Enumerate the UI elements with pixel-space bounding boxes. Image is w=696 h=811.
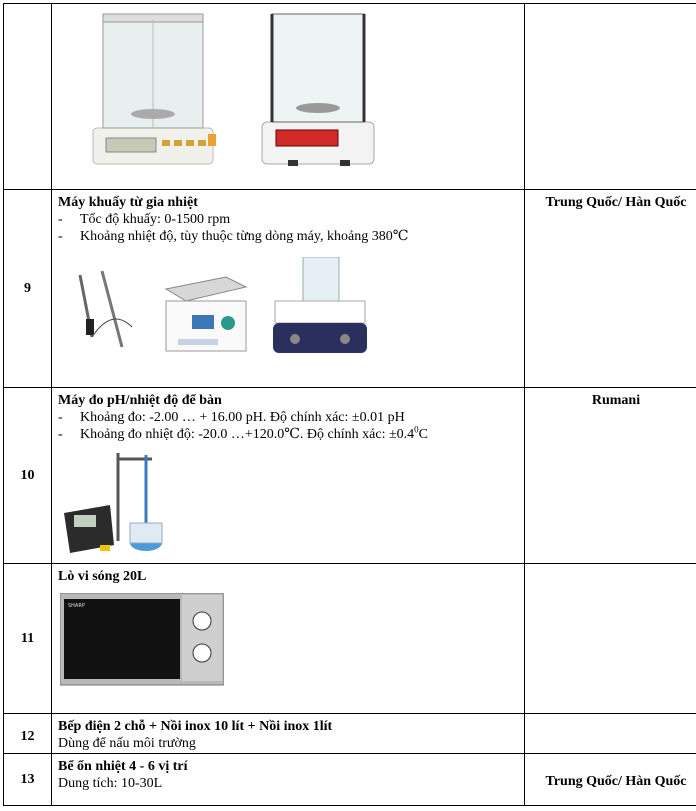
item-title: Máy đo pH/nhiệt độ để bàn: [58, 393, 222, 408]
item-title: Lò vi sóng 20L: [58, 569, 147, 584]
table-row: [4, 564, 696, 714]
table-row: [4, 4, 696, 190]
row-origin: Trung Quốc/ Hàn Quốc: [525, 754, 696, 806]
table-row: [4, 190, 696, 388]
row-origin: Rumani: [525, 388, 696, 564]
item-note: Dùng để nấu môi trường: [58, 736, 196, 751]
analytical-balance-image: [258, 10, 378, 170]
brand-logo: SHARP: [68, 603, 85, 609]
row-origin: [525, 714, 696, 754]
row-description: [52, 190, 525, 388]
row-number: 9: [4, 190, 52, 388]
row-description: [52, 754, 525, 806]
row-origin: [525, 564, 696, 714]
row-description: [52, 388, 525, 564]
row-description: [52, 4, 525, 190]
spec-line: - Tốc độ khuấy: 0-1500 rpm: [58, 212, 231, 227]
row-number: 11: [4, 564, 52, 714]
analytical-balance-image: [88, 10, 218, 170]
row-number: 13: [4, 754, 52, 806]
hotplate-stirrer-beaker-image: [265, 257, 375, 357]
item-title: Bể ổn nhiệt 4 - 6 vị trí: [58, 759, 188, 774]
row-description: [52, 564, 525, 714]
table-row: [4, 388, 696, 564]
table-row: [4, 754, 696, 806]
equipment-table: [3, 3, 696, 806]
temperature-probe-image: [72, 267, 142, 357]
spec-line: - Khoảng đo: -2.00 … + 16.00 pH. Độ chính xác: ±0.01 pH: [58, 410, 405, 425]
row-number: 10: [4, 388, 52, 564]
row-origin: [525, 4, 696, 190]
spec-line: - Khoảng nhiệt độ, tùy thuộc từng dòng máy, khoảng 380℃: [58, 229, 409, 244]
hotplate-stirrer-image: [156, 267, 251, 357]
table-row: [4, 714, 696, 754]
item-note: Dung tích: 10-30L: [58, 776, 163, 791]
spec-line: - Khoảng đo nhiệt độ: -20.0 …+120.0℃. Độ chính xác: $\pm 0.4^0C$: [58, 424, 428, 442]
row-number: 12: [4, 714, 52, 754]
ph-meter-image: [60, 449, 170, 559]
microwave-oven-image: [60, 593, 224, 689]
item-title: Bếp điện 2 chỗ + Nồi inox 10 lít + Nồi inox 1lít: [58, 719, 333, 734]
row-number: [4, 4, 52, 190]
row-origin: Trung Quốc/ Hàn Quốc: [525, 190, 696, 388]
item-title: Máy khuấy từ gia nhiệt: [58, 195, 198, 210]
row-description: [52, 714, 525, 754]
